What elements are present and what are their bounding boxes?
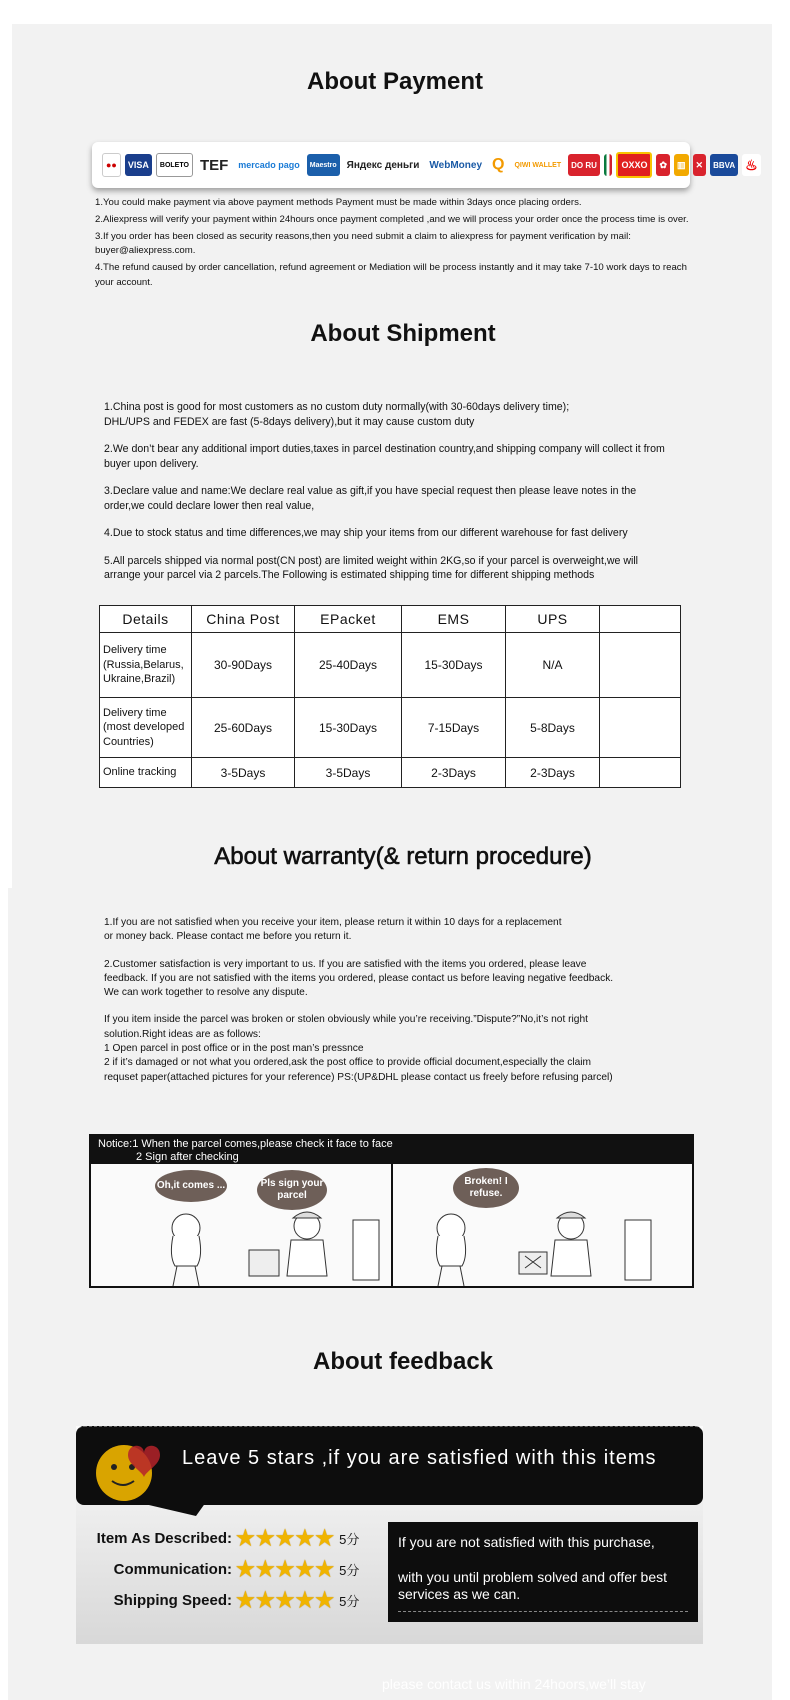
feedback-tail-text: please contact us within 24hoors,we’ll stay [382, 1676, 646, 1692]
warranty-notes [104, 916, 704, 1098]
tef-logo: TEF [197, 154, 231, 176]
shipping-time-table [99, 605, 681, 788]
bbva-logo: BBVA [710, 154, 738, 176]
feedback-banner [76, 1426, 703, 1505]
table-row [100, 633, 681, 698]
notice-line-2: 2 Sign after checking [136, 1151, 239, 1163]
visa-logo: VISA [125, 154, 152, 176]
row-label: Delivery time (Russia,Belarus, Ukraine,Brazil) [100, 633, 192, 698]
notice-line-1: Notice:1 When the parcel comes,please check it face to face [98, 1138, 393, 1150]
five-stars-icon: ★★★★★ [236, 1527, 336, 1550]
box-line-2: with you until problem solved and offer best services as we can. [398, 1569, 668, 1602]
table-row [100, 698, 681, 758]
rating-score: 5分 [339, 1532, 360, 1547]
rating-shipping-speed [84, 1588, 359, 1613]
payment-notes [95, 196, 705, 293]
header-china-post: China Post [192, 606, 295, 633]
payment-note: 3.If you order has been closed as security reasons,then you need submit a claim to aliexpress for payment verification by mail: buyer@aliexpress.com. [95, 230, 631, 257]
payment-title: About Payment [306, 68, 483, 95]
feedback-title: About feedback [312, 1348, 494, 1375]
shipment-note: 2.We don’t bear any additional import duties,taxes in parcel destination country,and shipping company will collect it from buyer upon delivery. [104, 443, 665, 470]
table-cell: 5-8Days [506, 698, 600, 758]
warranty-title: About warranty(& return procedure) [214, 843, 592, 870]
boleto-logo: BOLETO [156, 153, 193, 177]
payment-methods-bar [92, 142, 758, 188]
five-stars-icon: ★★★★★ [236, 1589, 336, 1612]
box-line-1: If you are not satisfied with this purchase, [398, 1534, 655, 1550]
header-epacket: EPacket [295, 606, 402, 633]
mercado-pago-logo: mercado pago [235, 154, 303, 176]
bank-logo-2: ▥ [674, 154, 689, 176]
shipment-notes [104, 400, 694, 596]
notice-divider [391, 1164, 393, 1288]
rating-label: Communication: [113, 1561, 232, 1578]
header-empty [600, 606, 681, 633]
oxxo-logo: OXXO [616, 152, 652, 178]
header-ems: EMS [402, 606, 506, 633]
header-details: Details [100, 606, 192, 633]
mexico-flag-icon [604, 154, 613, 176]
rating-item-as-described [84, 1526, 359, 1551]
table-cell: 30-90Days [192, 633, 295, 698]
dissatisfaction-box [388, 1522, 698, 1622]
table-cell [600, 698, 681, 758]
warranty-note: 2.Customer satisfaction is very important to us. If you are satisfied with the items you ordered, please leave feedback. If you are not satisfied with the items you ordered, please contact us before leaving negative feedback. We can work together to resolve any dispute. [104, 958, 614, 999]
table-cell: 15-30Days [402, 633, 506, 698]
shipment-note: 4.Due to stock status and time differences,we may ship your items from our different warehouse for fast delivery [104, 527, 628, 539]
receiver-cartoon-right [411, 1206, 681, 1288]
feedback-banner-text: Leave 5 stars ,if you are satisfied with this items [182, 1447, 657, 1469]
santander-logo: ♨ [742, 154, 761, 176]
warranty-note: If you item inside the parcel was broken or stolen obviously while you’re receiving.”Dispute?”No,it’s not right solution.Right ideas are as follows: 1 Open parcel in post office or in the post man’s pressnce 2 if it’s damaged or not what you ordered,ask the post office to provide official document,especially the claim requset paper(attached pictures for your reference) PS:(UP&DHL please contact us freely before refusing parcel) [104, 1014, 613, 1083]
smiley-heart-icon [90, 1435, 174, 1505]
rating-label: Item As Described: [96, 1530, 232, 1547]
speech-bubble-refuse: Broken! I refuse. [453, 1168, 519, 1208]
mastercard-logo: ●● [102, 153, 121, 177]
yandex-money-logo: Яндекс деньги [344, 154, 423, 176]
bank-logo-1: ✿ [656, 154, 670, 176]
payment-note: 2.Aliexpress will verify your payment within 24hours once payment completed ,and we will process your order once the process time is over. [95, 213, 689, 225]
shipment-note: 5.All parcels shipped via normal post(CN post) are limited weight within 2KG,so if your parcel is overweight,we will arrange your parcel via 2 parcels.The Following is estimated shipping time for different shipping methods [104, 554, 639, 581]
payment-note: 1.You could make payment via above payment methods Payment must be made within 3days once placing orders. [95, 197, 582, 208]
bank-logo-3: ✕ [693, 154, 707, 176]
table-cell: 2-3Days [506, 758, 600, 788]
feedback-panel [76, 1426, 703, 1644]
row-label: Online tracking [100, 758, 192, 788]
banner-pointer [136, 1502, 206, 1516]
shipment-title: About Shipment [310, 320, 496, 347]
table-cell: 3-5Days [295, 758, 402, 788]
table-cell: 15-30Days [295, 698, 402, 758]
rating-score: 5分 [339, 1563, 360, 1578]
table-cell: N/A [506, 633, 600, 698]
table-cell: 25-60Days [192, 698, 295, 758]
rating-label: Shipping Speed: [113, 1592, 232, 1609]
qiwi-wallet-logo: QIWI WALLET [511, 154, 564, 176]
rating-communication [84, 1557, 359, 1582]
row-label: Delivery time (most developed Countries) [100, 698, 192, 758]
shipment-note: 3.Declare value and name:We declare real value as gift,if you have special request then please leave notes in the order,we could declare lower then real value, [104, 485, 637, 512]
notice-header [91, 1136, 692, 1164]
header-ups: UPS [506, 606, 600, 633]
rating-score: 5分 [339, 1594, 360, 1609]
speech-bubble-left: Oh,it comes ... [155, 1170, 227, 1202]
table-cell: 2-3Days [402, 758, 506, 788]
table-cell: 3-5Days [192, 758, 295, 788]
warranty-note: 1.If you are not satisfied when you receive your item, please return it within 10 days for a replacement or money back. Please contact me before you return it. [104, 917, 562, 943]
maestro-logo: Maestro [307, 154, 340, 176]
speech-bubble-right: Pls sign your parcel [257, 1170, 327, 1210]
payment-note: 4.The refund caused by order cancellation, refund agreement or Mediation will be process instantly and it may take 7-10 work days to reach your account. [95, 262, 687, 288]
table-cell [600, 633, 681, 698]
receiver-cartoon-left [131, 1206, 391, 1288]
parcel-notice-illustration [89, 1134, 694, 1288]
five-stars-icon: ★★★★★ [236, 1558, 336, 1581]
table-cell: 7-15Days [402, 698, 506, 758]
doru-logo: DO RU [568, 154, 600, 176]
q-logo: Q [489, 154, 507, 176]
table-header-row [100, 606, 681, 633]
table-row [100, 758, 681, 788]
box-dashed-line [398, 1611, 688, 1612]
table-cell: 25-40Days [295, 633, 402, 698]
table-cell [600, 758, 681, 788]
shipment-note: 1.China post is good for most customers as no custom duty normally(with 30-60days delivery time); DHL/UPS and FEDEX are fast (5-8days delivery),but it may cause custom duty [104, 401, 570, 428]
webmoney-logo: WebMoney [426, 154, 485, 176]
